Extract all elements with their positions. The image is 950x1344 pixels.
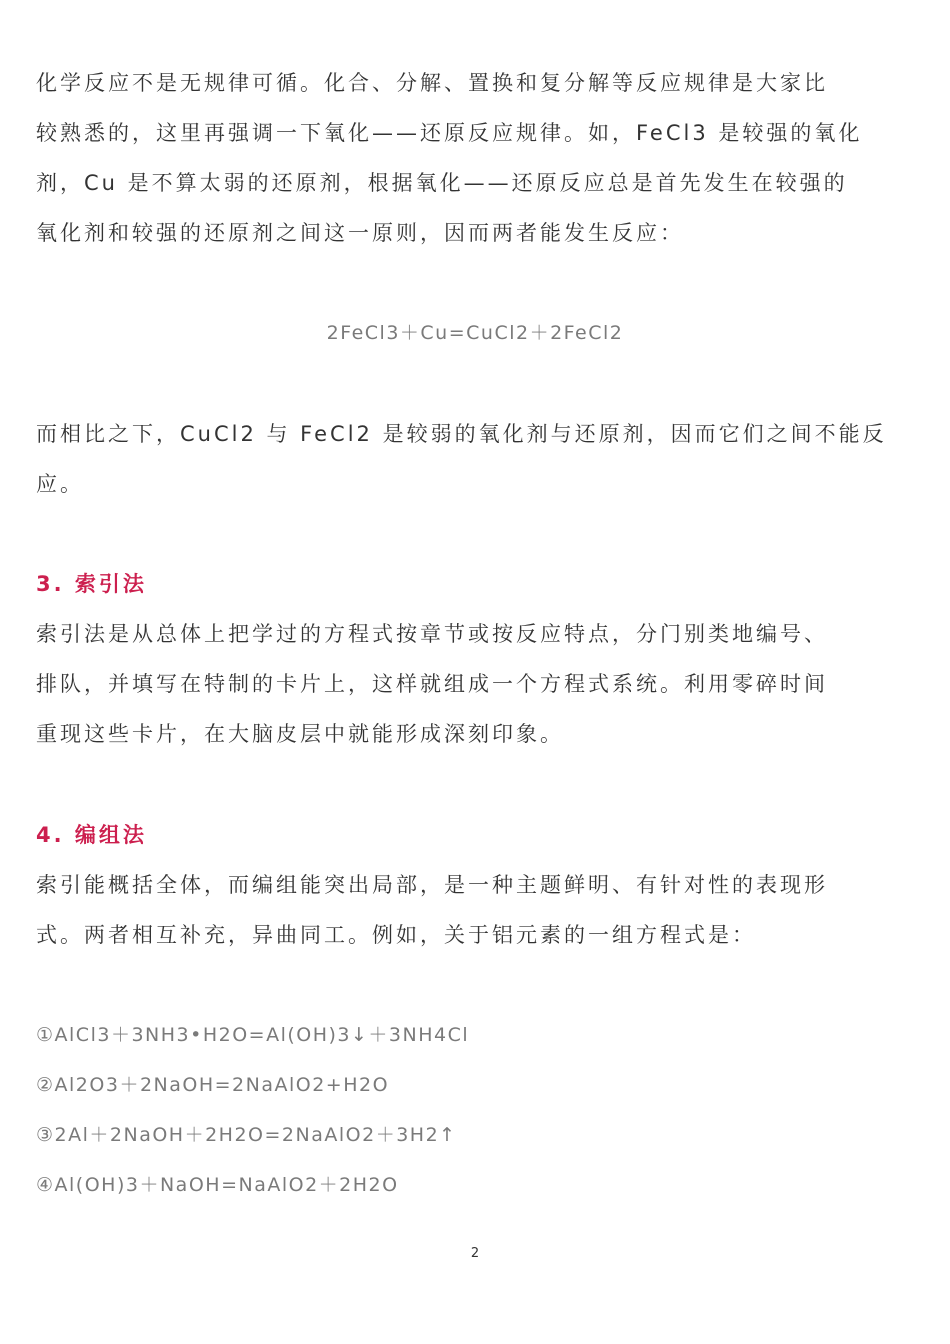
after-line-1: 而相比之下，CuCl2 与 FeCl2 是较弱的氧化剂与还原剂，因而它们之间不能反	[36, 422, 887, 446]
equation-4: ④Al(OH)3＋NaOH=NaAlO2＋2H2O	[36, 1174, 399, 1196]
intro-line-2: 较熟悉的，这里再强调一下氧化——还原反应规律。如，FeCl3 是较强的氧化	[36, 121, 863, 145]
equation-2: ②Al2O3＋2NaOH=2NaAlO2+H2O	[36, 1074, 390, 1096]
section-4-line-1: 索引能概括全体，而编组能突出局部，是一种主题鲜明、有针对性的表现形	[36, 873, 828, 897]
section-3-line-3: 重现这些卡片，在大脑皮层中就能形成深刻印象。	[36, 722, 564, 746]
section-4-line-2: 式。两者相互补充，异曲同工。例如，关于铝元素的一组方程式是：	[36, 923, 756, 947]
equation-3: ③2Al＋2NaOH＋2H2O=2NaAlO2＋3H2↑	[36, 1124, 457, 1146]
section-3-line-2: 排队，并填写在特制的卡片上，这样就组成一个方程式系统。利用零碎时间	[36, 672, 828, 696]
equation-1: ①AlCl3＋3NH3•H2O=Al(OH)3↓＋3NH4Cl	[36, 1024, 470, 1046]
main-equation: 2FeCl3＋Cu=CuCl2＋2FeCl2	[326, 322, 624, 344]
section-4-heading: 4. 编组法	[36, 823, 147, 847]
section-3-heading: 3. 索引法	[36, 572, 147, 596]
section-3-line-1: 索引法是从总体上把学过的方程式按章节或按反应特点，分门别类地编号、	[36, 622, 828, 646]
after-line-2: 应。	[36, 472, 84, 496]
intro-line-4: 氧化剂和较强的还原剂之间这一原则，因而两者能发生反应：	[36, 221, 684, 245]
page-number: 2	[470, 1246, 480, 1261]
intro-line-1: 化学反应不是无规律可循。化合、分解、置换和复分解等反应规律是大家比	[36, 71, 828, 95]
intro-line-3: 剂，Cu 是不算太弱的还原剂，根据氧化——还原反应总是首先发生在较强的	[36, 171, 848, 195]
